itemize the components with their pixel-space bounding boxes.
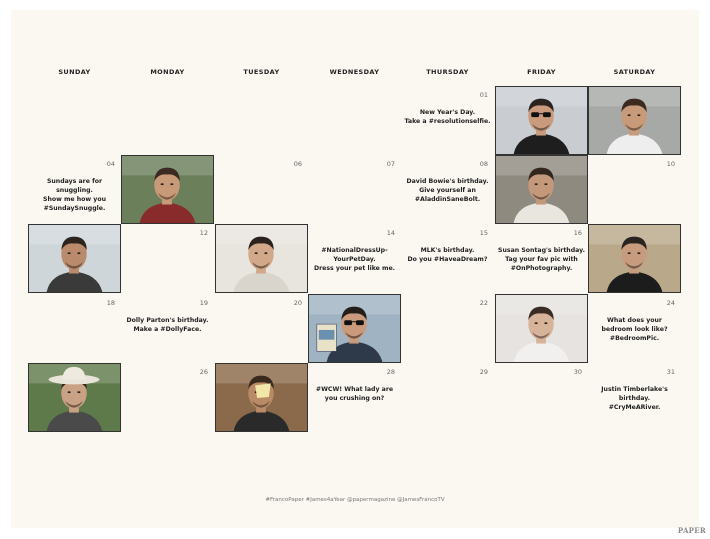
calendar-day-28: [308, 363, 401, 432]
calendar-day-31: [588, 363, 681, 432]
day-prompt-text: [311, 385, 398, 403]
prompt-line: #NationalDressUp-: [321, 247, 388, 254]
prompt-line: Give yourself an: [419, 187, 476, 194]
prompt-line: Dress your pet like me.: [313, 265, 396, 272]
selfie-sunglasses-closeup-photo: [496, 87, 587, 154]
prompt-line: you crushing on?: [324, 395, 385, 402]
calendar-day-27: [215, 363, 308, 432]
day-header-friday: FRIDAY: [527, 68, 556, 76]
prompt-line: bedroom look like?: [601, 326, 668, 333]
calendar-day-08: [401, 155, 494, 224]
prompt-line: Show me how you: [43, 196, 106, 203]
selfie-leather-jacket-photo: [589, 225, 680, 292]
day-number: 24: [666, 299, 675, 307]
calendar-day-14: [308, 224, 401, 293]
day-header-tuesday: TUESDAY: [243, 68, 280, 76]
prompt-line: Susan Sontag's birthday.: [498, 247, 585, 254]
calendar-day-17: [588, 224, 681, 293]
day-prompt-text: [124, 316, 211, 334]
calendar-day-05: [121, 155, 214, 224]
prompt-line: Take a #resolutionselfie.: [404, 118, 491, 125]
prompt-line: Sundays are for snuggling.: [46, 178, 103, 194]
day-number: 26: [199, 368, 208, 376]
calendar-day-19: [121, 294, 214, 363]
day-number: 07: [386, 160, 395, 168]
day-prompt-text: [591, 385, 678, 412]
prompt-line: Tag your fav pic with: [505, 256, 578, 263]
calendar-day-09: [495, 155, 588, 224]
calendar-day-21: [308, 294, 401, 363]
prompt-line: #WCW! What lady are: [315, 386, 394, 393]
day-number: 06: [293, 160, 302, 168]
calendar-day-29: [401, 363, 494, 432]
prompt-line: David Bowie's birthday.: [406, 178, 489, 185]
selfie-white-tee-car-photo: [589, 87, 680, 154]
calendar-day-15: [401, 224, 494, 293]
day-header-wednesday: WEDNESDAY: [329, 68, 380, 76]
day-number: 20: [293, 299, 302, 307]
day-prompt-text: [404, 177, 491, 204]
calendar-day-07: [308, 155, 401, 224]
day-number: 29: [479, 368, 488, 376]
day-number: 22: [479, 299, 488, 307]
day-number: 15: [479, 229, 488, 237]
calendar-day-20: [215, 294, 308, 363]
day-number: 16: [573, 229, 582, 237]
day-number: 01: [479, 91, 488, 99]
selfie-white-shirt-car-photo: [496, 156, 587, 223]
selfie-bed-sheets-photo: [496, 295, 587, 362]
selfie-paper-on-face-photo: [216, 364, 307, 431]
calendar-day-04: [28, 155, 121, 224]
calendar-day-01: [401, 86, 494, 155]
calendar-day-11: [28, 224, 121, 293]
day-prompt-text: [31, 177, 118, 213]
calendar-day-12: [121, 224, 214, 293]
calendar-day-22: [401, 294, 494, 363]
prompt-line: #OnPhotography.: [510, 265, 573, 272]
calendar-day-23: [495, 294, 588, 363]
selfie-red-shirt-phone-photo: [122, 156, 213, 223]
day-header-saturday: SATURDAY: [613, 68, 656, 76]
day-number: 14: [386, 229, 395, 237]
day-number: 04: [106, 160, 115, 168]
selfie-car-window-photo: [29, 225, 120, 292]
prompt-line: #SundaySnuggle.: [43, 205, 106, 212]
prompt-line: MLK's birthday.: [420, 247, 475, 254]
selfie-sunglasses-magazine-photo: [309, 295, 400, 362]
day-number: 19: [199, 299, 208, 307]
prompt-line: Justin Timberlake's: [601, 386, 668, 393]
prompt-line: birthday.: [618, 395, 651, 402]
day-prompt-text: [591, 316, 678, 343]
calendar-day-10: [588, 155, 681, 224]
day-number: 18: [106, 299, 115, 307]
day-header-thursday: THURSDAY: [426, 68, 469, 76]
prompt-line: Dolly Parton's birthday.: [126, 317, 209, 324]
prompt-line: #CryMeARiver.: [608, 404, 661, 411]
day-prompt-text: [404, 246, 491, 264]
calendar-day-26: [121, 363, 214, 432]
prompt-line: #AladdinSaneBolt.: [414, 196, 481, 203]
calendar-day-25: [28, 363, 121, 432]
day-header-sunday: SUNDAY: [58, 68, 91, 76]
paper-logo: PAPER: [677, 526, 706, 535]
prompt-line: What does your: [607, 317, 662, 324]
day-number: 30: [573, 368, 582, 376]
prompt-line: YourPetDay.: [333, 256, 376, 263]
calendar-day-02: [495, 86, 588, 155]
prompt-line: Make a #DollyFace.: [133, 326, 202, 333]
selfie-lying-pillow-photo: [216, 225, 307, 292]
day-number: 28: [386, 368, 395, 376]
calendar-day-18: [28, 294, 121, 363]
day-number: 10: [666, 160, 675, 168]
calendar-day-16: [495, 224, 588, 293]
day-number: 12: [199, 229, 208, 237]
prompt-line: Do you #HaveaDream?: [407, 256, 488, 263]
day-prompt-text: [404, 108, 491, 126]
calendar-day-13: [215, 224, 308, 293]
day-prompt-text: [498, 246, 585, 273]
prompt-line: #BedroomPic.: [609, 335, 660, 342]
calendar-day-06: [215, 155, 308, 224]
footer-hashtags: #FrancoPaper #James4aYear @papermagazine @JamesFrancoTV: [265, 497, 445, 503]
day-number: 08: [479, 160, 488, 168]
calendar-day-03: [588, 86, 681, 155]
day-header-monday: MONDAY: [150, 68, 185, 76]
calendar-day-24: [588, 294, 681, 363]
calendar-day-30: [495, 363, 588, 432]
prompt-line: New Year's Day.: [419, 109, 476, 116]
selfie-cowboy-hat-photo: [29, 364, 120, 431]
day-prompt-text: [311, 246, 398, 273]
day-number: 31: [666, 368, 675, 376]
